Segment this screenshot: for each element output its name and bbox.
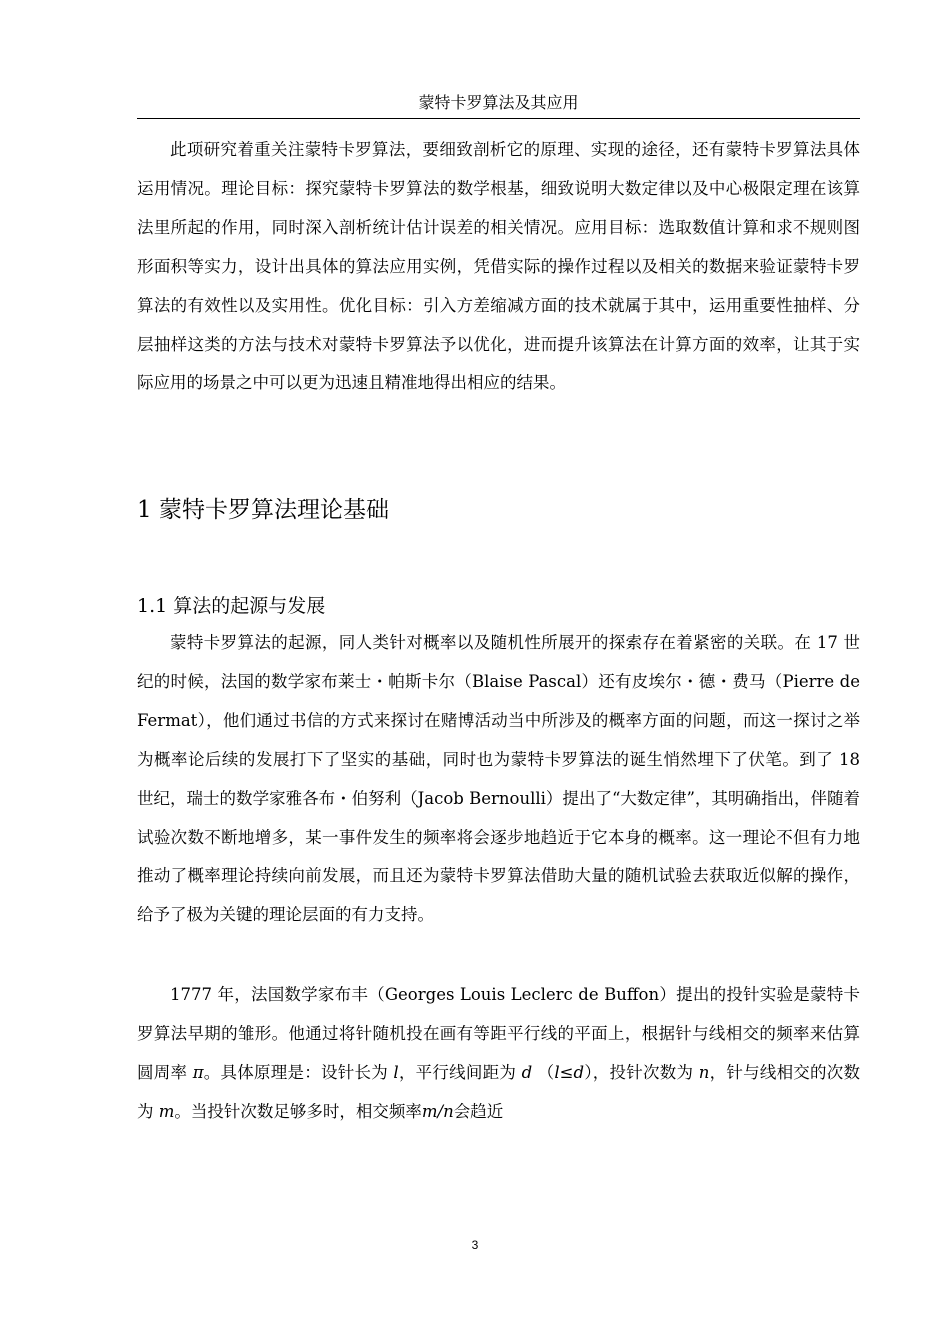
- buffon-paragraph: [137, 976, 860, 1132]
- subsection-heading: 1.1 算法的起源与发展: [137, 595, 326, 617]
- math-m: m: [158, 1101, 175, 1121]
- buffon-text: （: [532, 1062, 555, 1082]
- buffon-text: ，针与线相交的次数为: [137, 1062, 861, 1121]
- math-pi: π: [192, 1062, 204, 1082]
- origin-paragraph: 蒙特卡罗算法的起源，同人类针对概率以及随机性所展开的探索存在着紧密的关联。在 17 世纪的时候，法国的数学家布莱士・帕斯卡尔（Blaise Pascal）还有皮埃尔・德・费马（Pierre de Fermat），他们通过书信的方式来探讨在赌博活动当中所涉及的概率方面的问题，而这一探讨之举为概率论后续的发展打下了坚实的基础，同时也为蒙特卡罗算法的诞生悄然埋下了伏笔。到了 18 世纪，瑞士的数学家雅各布・伯努利（Jacob Bernoulli）提出了“大数定律”，其明确指出，伴随着试验次数不断地增多，某一事件发生的频率将会逐步地趋近于它本身的概率。这一理论不但有力地推动了概率理论持续向前发展，而且还为蒙特卡罗算法借助大量的随机试验去获取近似解的操作，给予了极为关键的理论层面的有力支持。: [137, 633, 860, 925]
- buffon-text: ，平行线间距为: [398, 1062, 522, 1082]
- page-header-title: 蒙特卡罗算法及其应用: [418, 93, 579, 112]
- math-n: n: [698, 1062, 710, 1082]
- buffon-text: 会趋近: [453, 1101, 504, 1121]
- intro-paragraph: 此项研究着重关注蒙特卡罗算法，要细致剖析它的原理、实现的途径，还有蒙特卡罗算法具体运用情况。理论目标：探究蒙特卡罗算法的数学根基，细致说明大数定律以及中心极限定理在该算法里所起的作用，同时深入剖析统计估计误差的相关情况。应用目标：选取数值计算和求不规则图形面积等实力，设计出具体的算法应用实例，凭借实际的操作过程以及相关的数据来验证蒙特卡罗算法的有效性以及实用性。优化目标：引入方差缩减方面的技术就属于其中，运用重要性抽样、分层抽样这类的方法与技术对蒙特卡罗算法予以优化，进而提升该算法在计算方面的效率，让其于实际应用的场景之中可以更为迅速且精准地得出相应的结果。: [137, 140, 860, 393]
- math-l: l: [393, 1062, 399, 1082]
- buffon-text: ），投针次数为: [584, 1062, 699, 1082]
- page-number: 3: [471, 1238, 479, 1252]
- math-ratio: m/n: [421, 1101, 454, 1121]
- math-condition: l≤d: [554, 1062, 585, 1082]
- math-d: d: [521, 1062, 533, 1082]
- buffon-text: 。具体原理是：设针长为: [203, 1062, 394, 1082]
- section-heading: 1 蒙特卡罗算法理论基础: [137, 497, 389, 523]
- buffon-text: 。当投针次数足够多时，相交频率: [174, 1101, 422, 1121]
- buffon-text: 1777 年，法国数学家布丰（Georges Louis Leclerc de Buffon）提出的投针实验是蒙特卡罗算法早期的雏形。他通过将针随机投在画有等距平行线的平面上，根据针与线相交的频率来估算圆周率: [137, 985, 860, 1082]
- header-divider: [137, 118, 860, 119]
